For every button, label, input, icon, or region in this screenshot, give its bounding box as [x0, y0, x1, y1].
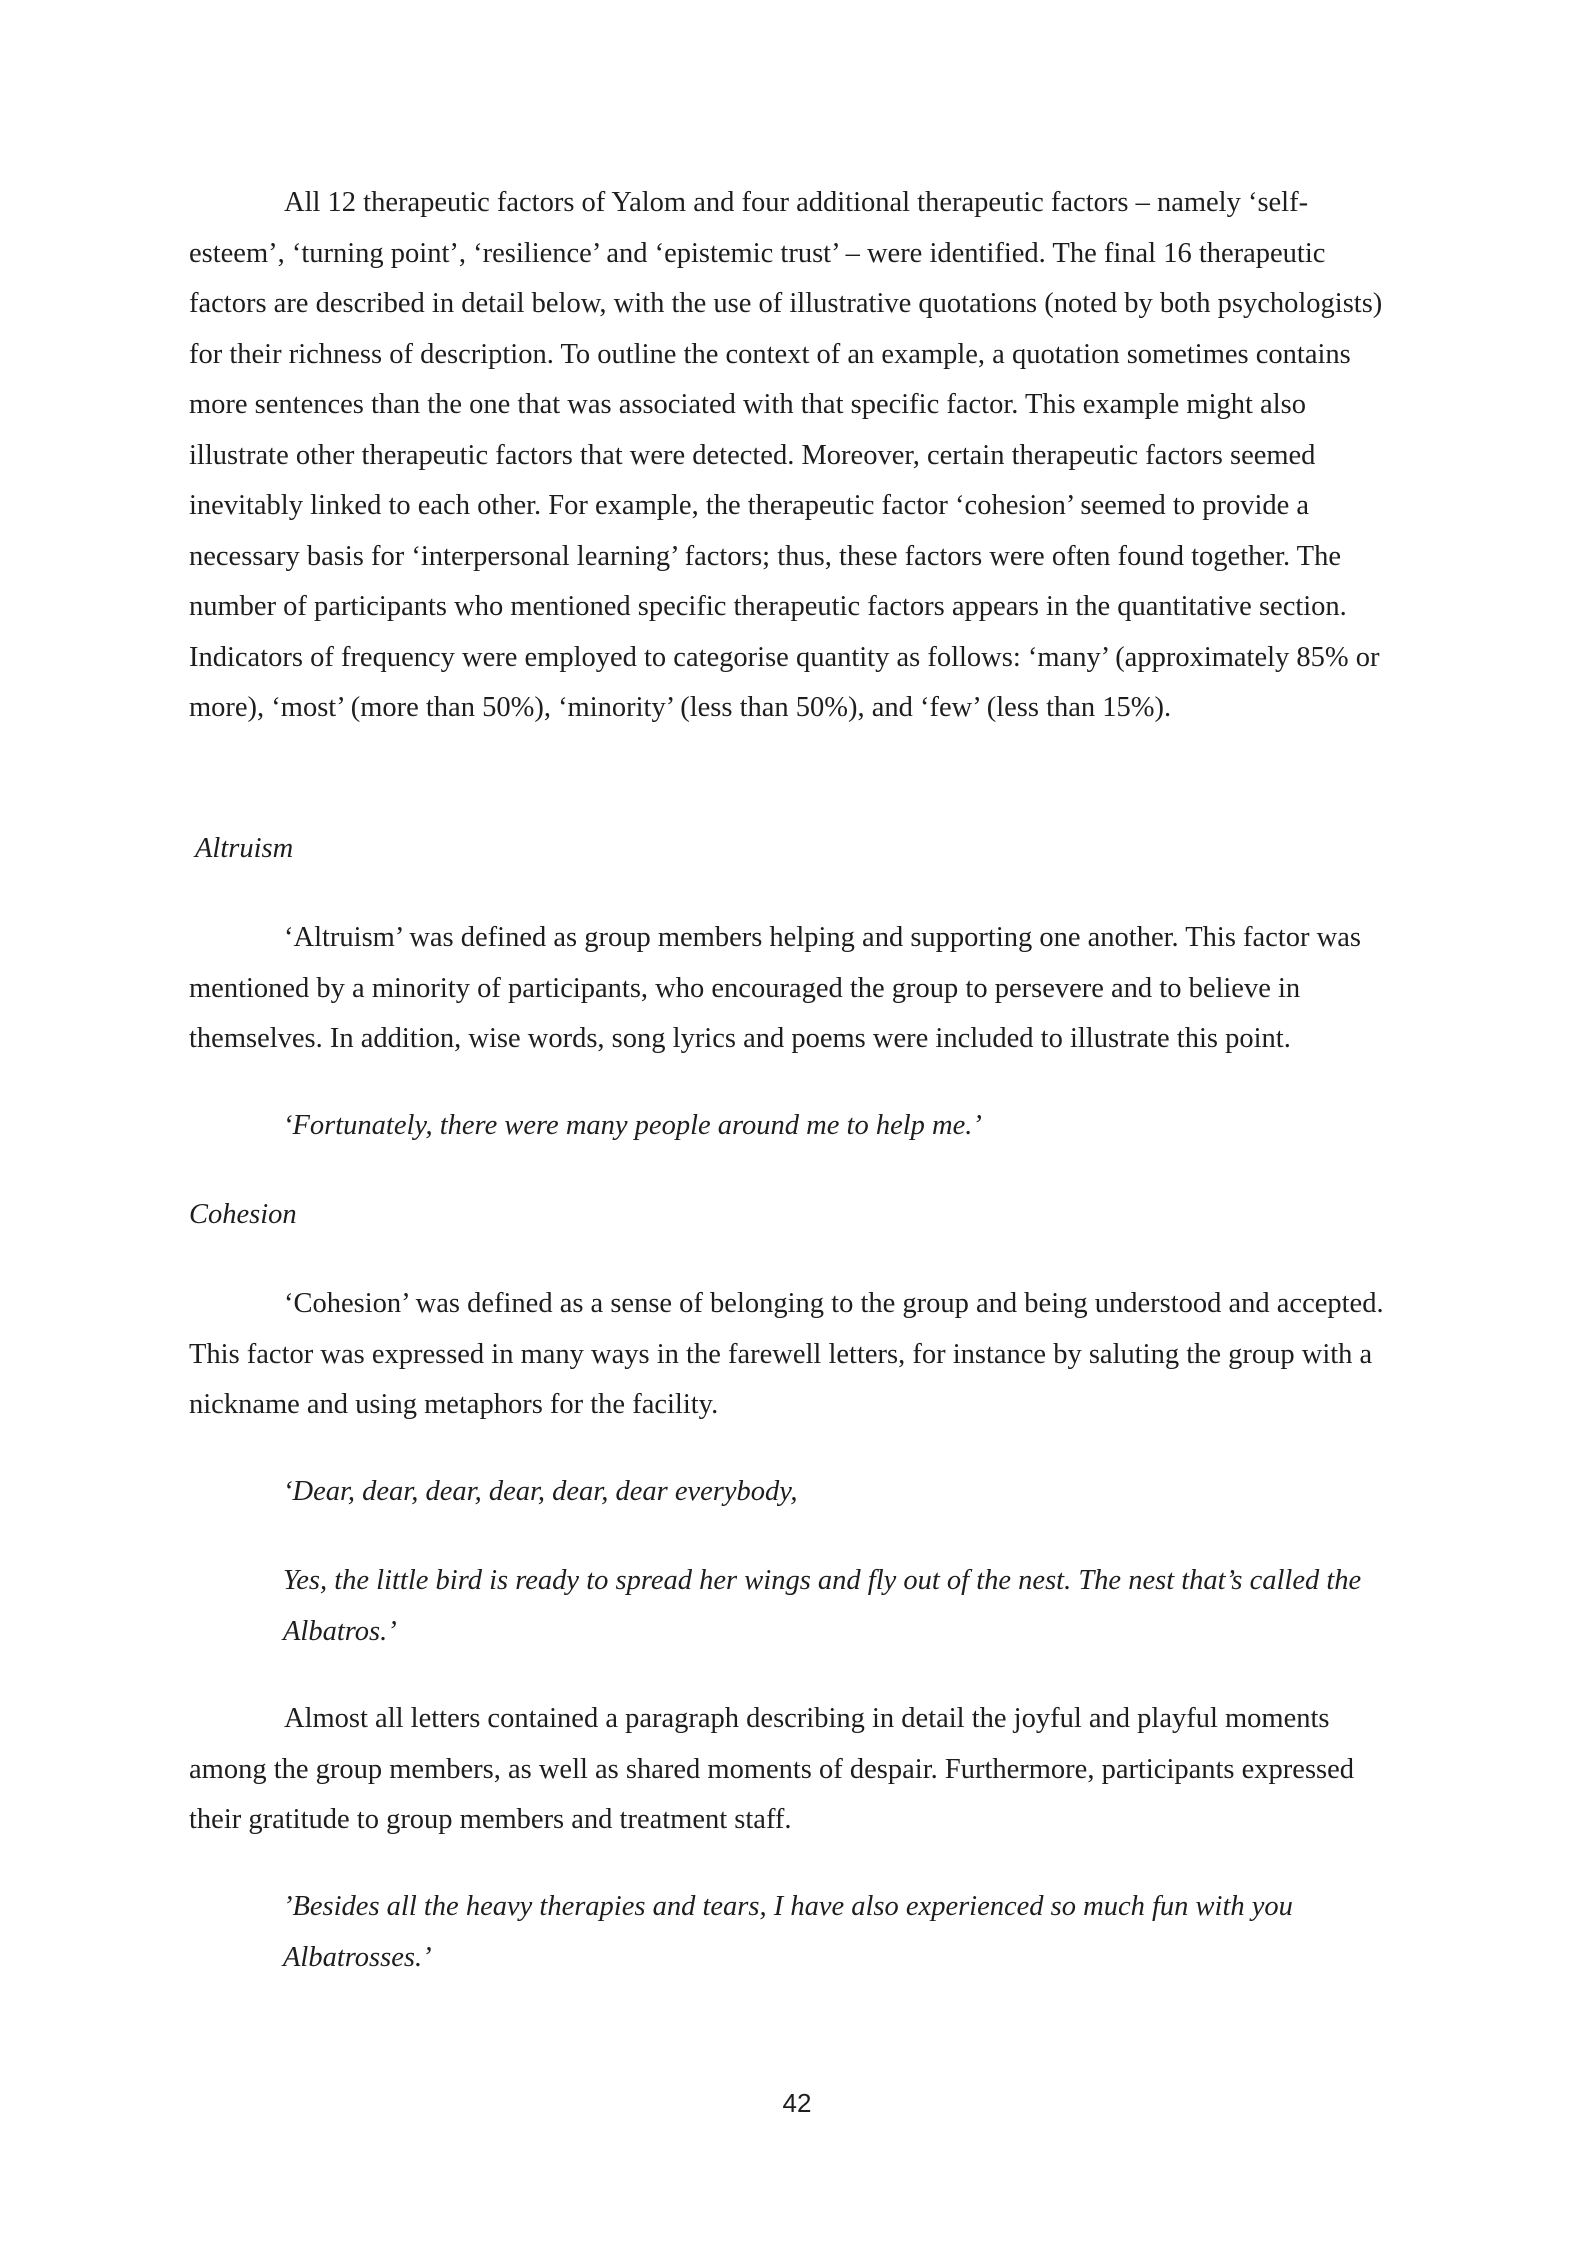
- intro-text: All 12 therapeutic factors of Yalom and four additional therapeutic factors – namely ‘self-esteem’, ‘turning point’, ‘resilience’ and ‘epistemic trust’ – were identified. The final 16 therapeutic factors are described in detail below, with the use of illustrative quotations (noted by both psychologists) for their richness of description. To outline the context of an example, a quotation sometimes contains more sentences than the one that was associated with that specific factor. This example might also illustrate other therapeutic factors that were detected. Moreover, certain therapeutic factors seemed inevitably linked to each other. For example, the therapeutic factor ‘cohesion’ seemed to provide a necessary basis for ‘interpersonal learning’ factors; thus, these factors were often found together. The number of participants who mentioned specific therapeutic factors appears in the quantitative section. Indicators of frequency were employed to categorise quantity as follows: ‘many’ (approximately 85% or more), ‘most’ (more than 50%), ‘minority’ (less than 50%), and ‘few’ (less than 15%).: [189, 187, 1383, 723]
- altruism-heading: Altruism: [195, 833, 294, 864]
- cohesion-quote-2: Yes, the little bird is ready to spread her wings and fly out of the nest. The nest that’s called the Albatros.’: [283, 1565, 1362, 1647]
- page-number: 42: [782, 2088, 812, 2118]
- cohesion-quote-3: ’Besides all the heavy therapies and tears, I have also experienced so much fun with you Albatrosses.’: [283, 1891, 1293, 1973]
- cohesion-text-2: Almost all letters contained a paragraph describing in detail the joyful and playful moments among the group members, as well as shared moments of despair. Furthermore, participants expressed their gratitude to group members and treatment staff.: [189, 1703, 1355, 1835]
- altruism-quote: ‘Fortunately, there were many people around me to help me.’: [283, 1110, 982, 1141]
- altruism-text: ‘Altruism’ was defined as group members helping and supporting one another. This factor was mentioned by a minority of participants, who encouraged the group to persevere and to believe in themselves. In addition, wise words, song lyrics and poems were included to illustrate this point.: [189, 922, 1361, 1054]
- cohesion-paragraph: [189, 1279, 1401, 1431]
- intro-paragraph: [189, 178, 1401, 734]
- cohesion-text: ‘Cohesion’ was defined as a sense of belonging to the group and being understood and accepted. This factor was expressed in many ways in the farewell letters, for instance by saluting the group with a nickname and using metaphors for the facility.: [189, 1288, 1384, 1420]
- cohesion-paragraph-2: [189, 1694, 1401, 1846]
- cohesion-heading: Cohesion: [189, 1199, 297, 1230]
- altruism-paragraph: [189, 913, 1401, 1065]
- cohesion-quote-1: ‘Dear, dear, dear, dear, dear, dear everybody,: [283, 1476, 798, 1507]
